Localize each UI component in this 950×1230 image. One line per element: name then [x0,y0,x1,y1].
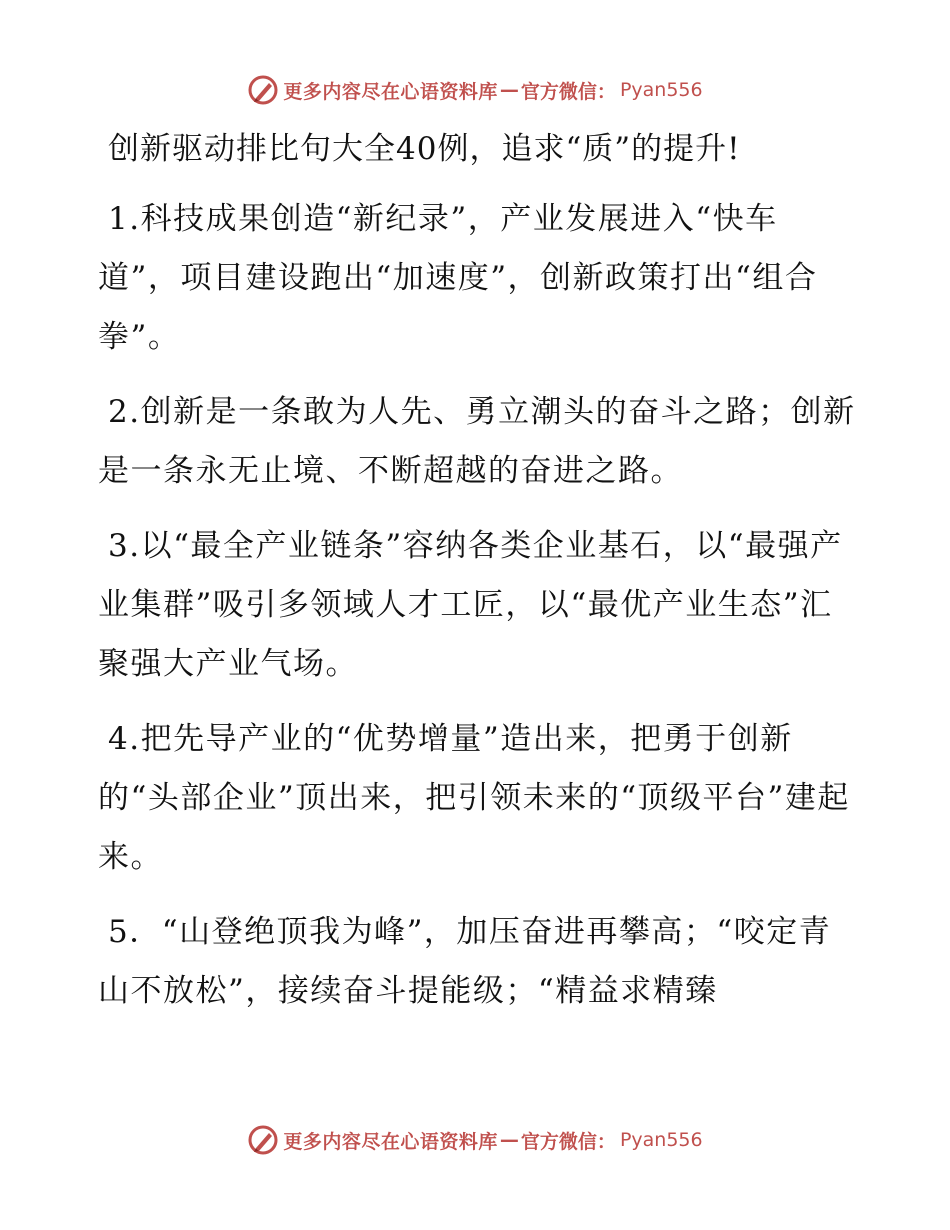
banner-separator: — [499,1129,519,1151]
banner-separator: — [499,79,519,101]
pen-logo-icon [247,74,279,106]
paragraph-3: 3.以“最全产业链条”容纳各类企业基石，以“最强产业集群”吸引多领域人才工匠，以“最优产业生态”汇聚强大产业气场。 [98,528,843,682]
banner-wechat-id: Pyan556 [619,1129,703,1151]
banner-wechat-label: 官方微信： [520,80,616,103]
paragraph-1: 1.科技成果创造“新纪录”，产业发展进入“快车道”，项目建设跑出“加速度”，创新政策打出“组合拳”。 [98,201,818,355]
paragraph-4: 4.把先导产业的“优势增量”造出来，把勇于创新的“头部企业”顶出来，把引领未来的“顶级平台”建起来。 [98,721,850,875]
paragraph-2: 2.创新是一条敢为人先、勇立潮头的奋斗之路；创新是一条永无止境、不断超越的奋进之路。 [98,394,856,489]
banner-wechat-label: 官方微信： [520,1130,616,1153]
banner-text: 更多内容尽在心语资料库 [283,80,498,103]
banner-wechat-id: Pyan556 [619,79,703,101]
header-banner [0,70,950,110]
pen-logo-icon [247,1124,279,1156]
document-body [98,122,858,1037]
document-title: 创新驱动排比句大全40例，追求“质”的提升! [108,131,741,167]
banner-text: 更多内容尽在心语资料库 [283,1130,498,1153]
footer-banner [0,1120,950,1160]
paragraph-5: 5．“山登绝顶我为峰”，加压奋进再攀高；“咬定青山不放松”，接续奋斗提能级；“精益求精臻 [98,914,832,1009]
